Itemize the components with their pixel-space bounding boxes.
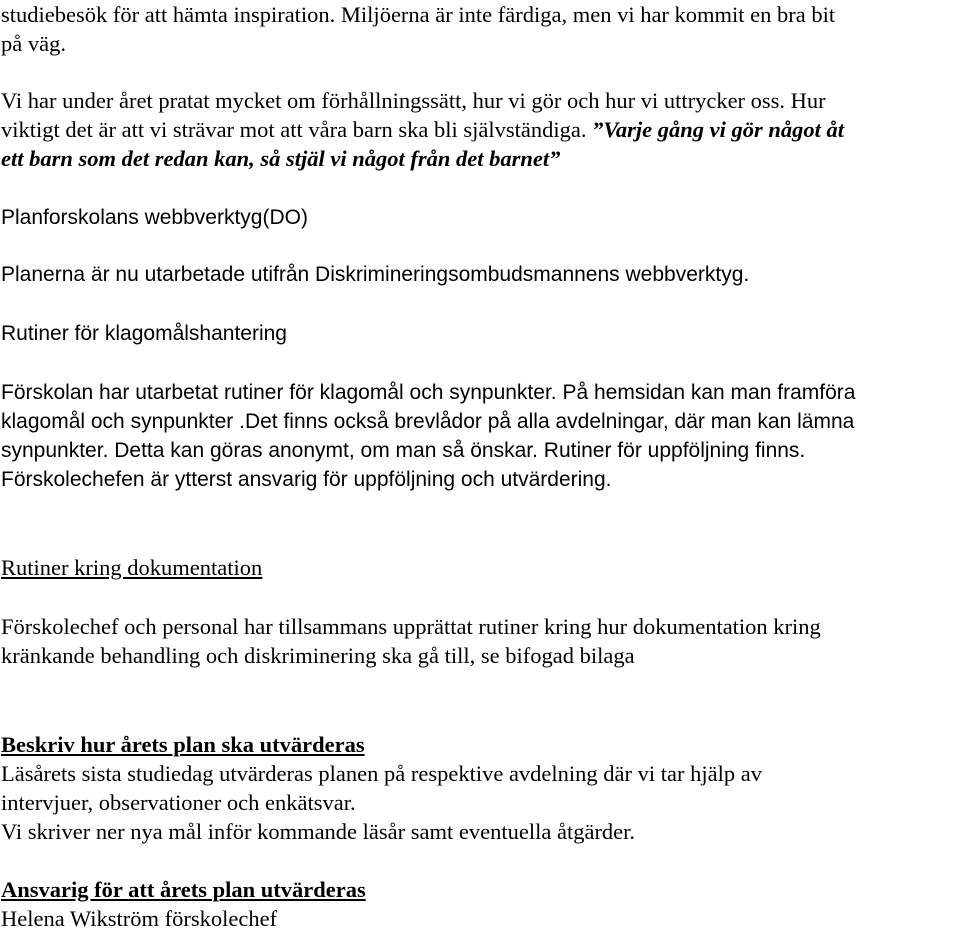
independence-text: viktigt det är att vi strävar mot att våra barn ska bli självständiga. xyxy=(1,117,593,142)
evaluation-heading: Beskriv hur årets plan ska utvärderas xyxy=(1,732,365,757)
complaints-heading: Rutiner för klagomålshantering xyxy=(1,322,287,345)
independence-quote-end: ett barn som det redan kan, så stjäl vi något från det barnet” xyxy=(1,146,561,171)
complaints-line-2: klagomål och synpunkter .Det finns också brevlådor på alla avdelningar, där man kan lämna xyxy=(1,410,855,433)
webtool-body: Planerna är nu utarbetade utifrån Diskrimineringsombudsmannens webbverktyg. xyxy=(1,263,750,286)
independence-quote-start: ”Varje gång vi gör något åt xyxy=(592,117,844,142)
complaints-line-3: synpunkter. Detta kan göras anonymt, om man så önskar. Rutiner för uppföljning finns. xyxy=(1,439,806,462)
responsible-name: Helena Wikström förskolechef xyxy=(1,906,278,931)
documentation-line-1: Förskolechef och personal har tillsammans upprättat rutiner kring hur dokumentation kring xyxy=(1,614,821,639)
intro-line-1: studiebesök för att hämta inspiration. Miljöerna är inte färdiga, men vi har kommit en bra bit xyxy=(1,2,836,27)
complaints-line-4: Förskolechefen är ytterst ansvarig för uppföljning och utvärdering. xyxy=(1,468,612,491)
documentation-line-2: kränkande behandling och diskriminering ska gå till, se bifogad bilaga xyxy=(1,643,635,668)
evaluation-line-3: Vi skriver ner nya mål inför kommande läsår samt eventuella åtgärder. xyxy=(1,819,636,844)
documentation-heading: Rutiner kring dokumentation xyxy=(1,555,263,580)
evaluation-line-2: intervjuer, observationer och enkätsvar. xyxy=(1,790,356,815)
independence-line-2 xyxy=(1,115,956,144)
evaluation-line-1: Läsårets sista studiedag utvärderas planen på respektive avdelning där vi tar hjälp av xyxy=(1,761,762,786)
complaints-line-1: Förskolan har utarbetat rutiner för klagomål och synpunkter. På hemsidan kan man framföra xyxy=(1,381,856,404)
webtool-heading: Planforskolans webbverktyg(DO) xyxy=(1,206,308,229)
intro-line-2: på väg. xyxy=(1,31,66,56)
responsible-heading: Ansvarig för att årets plan utvärderas xyxy=(1,877,366,902)
independence-line-1: Vi har under året pratat mycket om förhållningssätt, hur vi gör och hur vi uttrycker oss. Hur xyxy=(1,88,826,113)
